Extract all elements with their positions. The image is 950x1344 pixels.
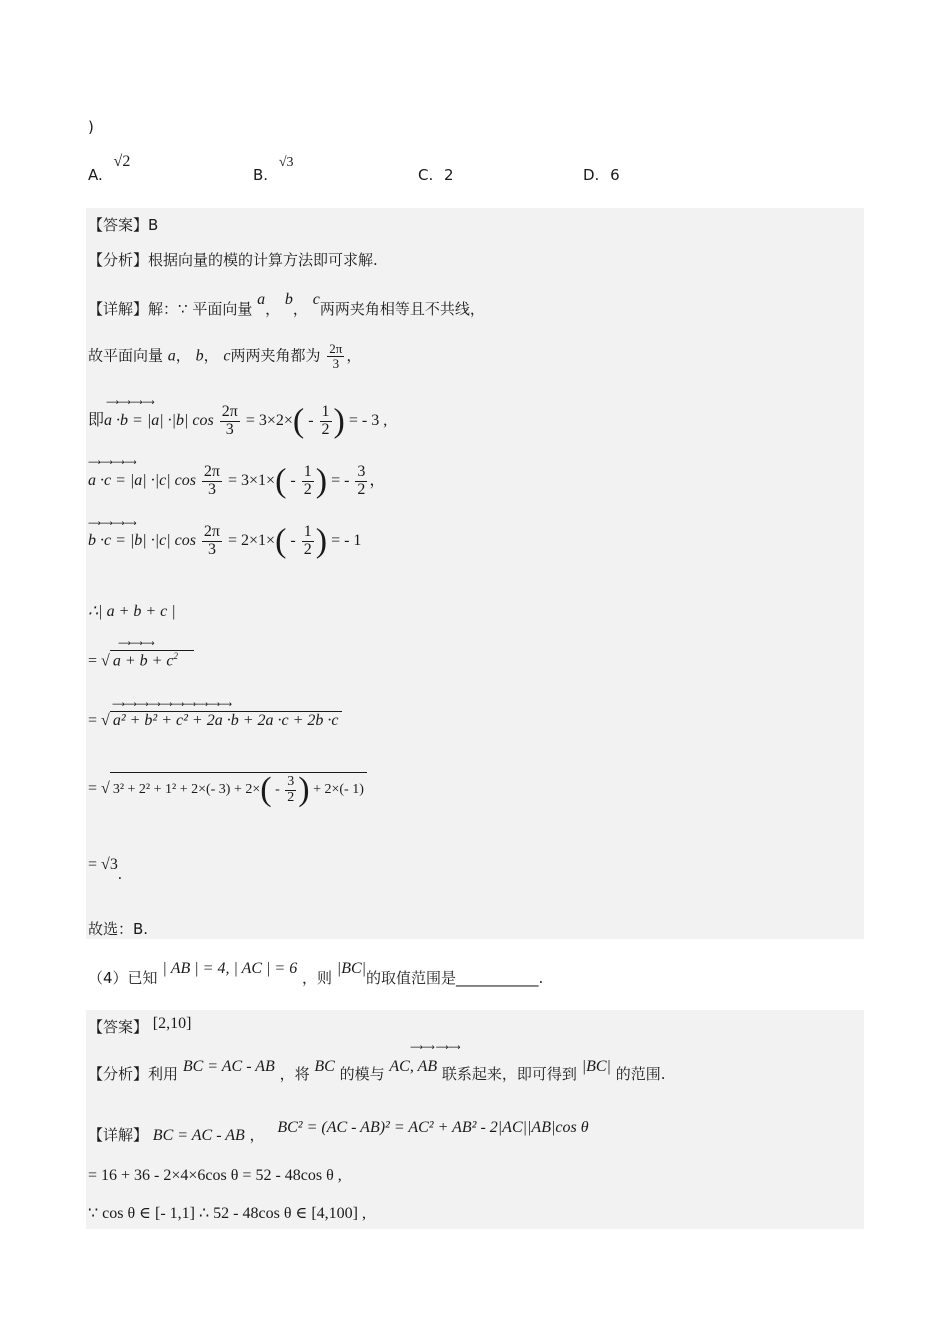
q4-detail: 【详解】 BC = AC - AB ， BC² = (AC - AB)² = AC² + AB² - 2|AC||AB|cos θ [88, 1119, 589, 1144]
vector-arrows: ⟶⟶⟶⟶⟶⟶⟶⟶⟶⟶ [112, 700, 232, 710]
analysis-tag: 【分析】 [88, 251, 149, 269]
fraction [355, 464, 367, 499]
eq3-lhs: b ·c = |b| ·|c| cos [88, 531, 196, 549]
choice-d [583, 166, 620, 184]
fraction [220, 404, 240, 439]
frac-den: 3 [332, 355, 340, 371]
analysis-c: 的模与 [339, 1065, 385, 1083]
bc-symbol: BC [314, 1058, 335, 1075]
closing-paren: ) [88, 118, 94, 136]
choice-d-value: 6 [610, 166, 620, 184]
detail-eq2: BC² = (AC - AB)² = AC² + AB² - 2|AC||AB|cos θ [277, 1119, 589, 1136]
answer-tag: 【答案】 [88, 216, 149, 234]
fraction [285, 775, 296, 805]
q4-tail: 的取值范围是___________. [366, 969, 544, 987]
equation-ab: 即a ·b = |a| ·|b| cos $\frac{2\pi}{3}$ = 3×2×( - $\frac{1}{2}$ ) = - 3 , [88, 402, 388, 440]
eq1-lhs: a ·b = |a| ·|b| cos [104, 411, 214, 429]
answer-value: [2,10] [152, 1015, 192, 1032]
q4-line2: = 16 + 36 - 2×4×6cos θ = 52 - 48cos θ , [88, 1167, 342, 1184]
choice-b [253, 155, 294, 185]
analysis-tag: 【分析】 [88, 1065, 149, 1083]
choice-c [418, 166, 454, 184]
q3-choose: 故选：B. [88, 920, 149, 938]
eq2-end: = - [331, 471, 350, 489]
angle-mid: 两两夹角都为 [230, 346, 321, 365]
minus: - [275, 782, 280, 798]
step-1: = √ $a + b + c^2$ [88, 650, 194, 670]
q4-condition: | AB | = 4, | AC | = 6 [162, 960, 298, 977]
vector-b: b [195, 347, 204, 365]
equation-ac: a ·c = |a| ·|c| cos $\frac{2\pi}{3}$ = 3×1×( - $\frac{1}{2}$ ) = - $\frac{3}{2}$ ， [88, 462, 386, 500]
q4-line3: ∵ cos θ ∈ [- 1,1] ∴ 52 - 48cos θ ∈ [4,100] , [88, 1205, 366, 1222]
step-4: = √3. [88, 856, 122, 883]
q4-bc: |BC| [336, 960, 367, 977]
q3-answer [88, 214, 158, 235]
frac-den: 2 [321, 420, 330, 438]
choice-a-label: A. [88, 166, 103, 184]
frac-den: 2 [303, 540, 312, 558]
frac-num: 2π [221, 403, 238, 420]
therefore-line: ∴| a + b + c | [88, 603, 176, 620]
q4-question [88, 960, 544, 988]
choice-a-value: √2 [113, 153, 131, 170]
frac-num: 2π [329, 341, 343, 356]
comma: ， [346, 346, 362, 365]
q3-analysis [88, 249, 378, 270]
radicand: $a + b + c^2$ [110, 650, 194, 670]
choice-c-value: 2 [444, 166, 454, 184]
ac-ab-symbols: AC, AB [389, 1058, 438, 1075]
q4-number: （4）已知 [88, 969, 158, 987]
fraction [302, 464, 314, 499]
q4-answer [88, 1016, 191, 1037]
eq-bc-ac-ab: BC = AC - AB [182, 1058, 275, 1075]
ji: 即 [88, 411, 105, 429]
comma: ， [265, 300, 281, 318]
step3-b: + 2×(- 1) [313, 782, 364, 798]
radicand: 3² + 2² + 1² + 2×(- 3) + 2×( - $\frac{3}{2}$ ) + 2×(- 1) [110, 772, 367, 807]
vector-arrows: ⟶⟶⟶ [118, 639, 154, 649]
minus: - [290, 471, 296, 489]
detail-eq1: BC = AC - AB [152, 1127, 245, 1144]
comma: ， [203, 346, 219, 365]
equation-bc: b ·c = |b| ·|c| cos $\frac{2\pi}{3}$ = 2×1×( - $\frac{1}{2}$ ) = - 1 [88, 522, 362, 560]
analysis-a: 利用 [148, 1065, 179, 1083]
comma: ， [292, 300, 308, 318]
analysis-text: 根据向量的模的计算方法即可求解. [148, 251, 378, 269]
choice-b-value: √3 [278, 155, 294, 170]
result: √3 [101, 856, 118, 873]
frac-den: 2 [357, 480, 366, 498]
step-3: = √ 3² + 2² + 1² + 2×(- 3) + 2×( - $\frac{3}{2}$ ) + 2×(- 1) [88, 772, 367, 807]
detail-lead: 解：∵ 平面向量 [148, 300, 253, 318]
fraction [202, 524, 222, 559]
choice-d-label: D. [583, 166, 600, 184]
fraction [302, 524, 314, 559]
frac-den: 3 [207, 540, 216, 558]
answer-value: B [148, 216, 159, 234]
step3-a: 3² + 2² + 1² + 2×(- 3) + 2× [112, 782, 261, 798]
choice-c-label: C. [418, 166, 434, 184]
eq3-end: = - 1 [331, 531, 362, 549]
frac-den: 3 [225, 420, 234, 438]
eq1-end: = - 3 , [348, 411, 388, 429]
eq3-rhs: = 2×1× [228, 531, 276, 549]
bc-abs: |BC| [581, 1058, 611, 1075]
angle-lead: 故平面向量 [88, 346, 164, 365]
frac-den: 2 [303, 480, 312, 498]
frac-num: 2π [203, 463, 220, 480]
vector-a: a [257, 291, 266, 308]
frac-num: 3 [287, 773, 295, 789]
detail-tag: 【详解】 [88, 1126, 149, 1144]
frac-num: 3 [357, 463, 366, 480]
radicand: a² + b² + c² + 2a ·b + 2a ·c + 2b ·c [110, 711, 342, 730]
eq2-rhs: = 3×1× [228, 471, 276, 489]
vector-a: a [167, 347, 176, 365]
q4-then: ，则 [302, 969, 333, 987]
choice-a [88, 153, 131, 185]
eq2-lhs: a ·c = |a| ·|c| cos [88, 471, 196, 489]
frac-den: 2 [287, 789, 295, 805]
step1-expr: a + b + c [112, 652, 174, 670]
q3-detail [88, 291, 485, 319]
angle-line [88, 342, 361, 370]
analysis-d: 联系起来，即可得到 [441, 1065, 577, 1083]
frac-num: 1 [303, 463, 312, 480]
angle-fraction [327, 342, 344, 370]
step-2: = √ a² + b² + c² + 2a ·b + 2a ·c + 2b ·c [88, 711, 342, 730]
frac-num: 1 [321, 403, 330, 420]
frac-num: 1 [303, 523, 312, 540]
frac-num: 2π [203, 523, 220, 540]
minus: - [308, 411, 314, 429]
vector-arrows: ⟶⟶⟶⟶ [88, 519, 136, 529]
choice-b-label: B. [253, 166, 269, 184]
frac-den: 3 [207, 480, 216, 498]
vector-arrows: ⟶⟶ ⟶⟶ [410, 1043, 460, 1053]
q4-analysis [88, 1058, 666, 1084]
eq1-rhs: = 3×2× [245, 411, 293, 429]
minus: - [290, 531, 296, 549]
analysis-b: ，将 [279, 1065, 310, 1083]
answer-tag: 【答案】 [88, 1018, 149, 1036]
vector-c: c [312, 291, 320, 308]
detail-tail: 两两夹角相等且不共线， [319, 300, 485, 318]
fraction [320, 404, 332, 439]
comma: ， [175, 346, 191, 365]
comma: ， [369, 471, 386, 489]
vector-arrows: ⟶⟶⟶⟶ [88, 458, 136, 468]
detail-tag: 【详解】 [88, 300, 149, 318]
vector-b: b [284, 291, 293, 308]
fraction [202, 464, 222, 499]
vector-arrows: ⟶⟶⟶⟶ [106, 398, 154, 408]
analysis-e: 的范围. [615, 1065, 666, 1083]
vector-c: c [223, 347, 231, 365]
